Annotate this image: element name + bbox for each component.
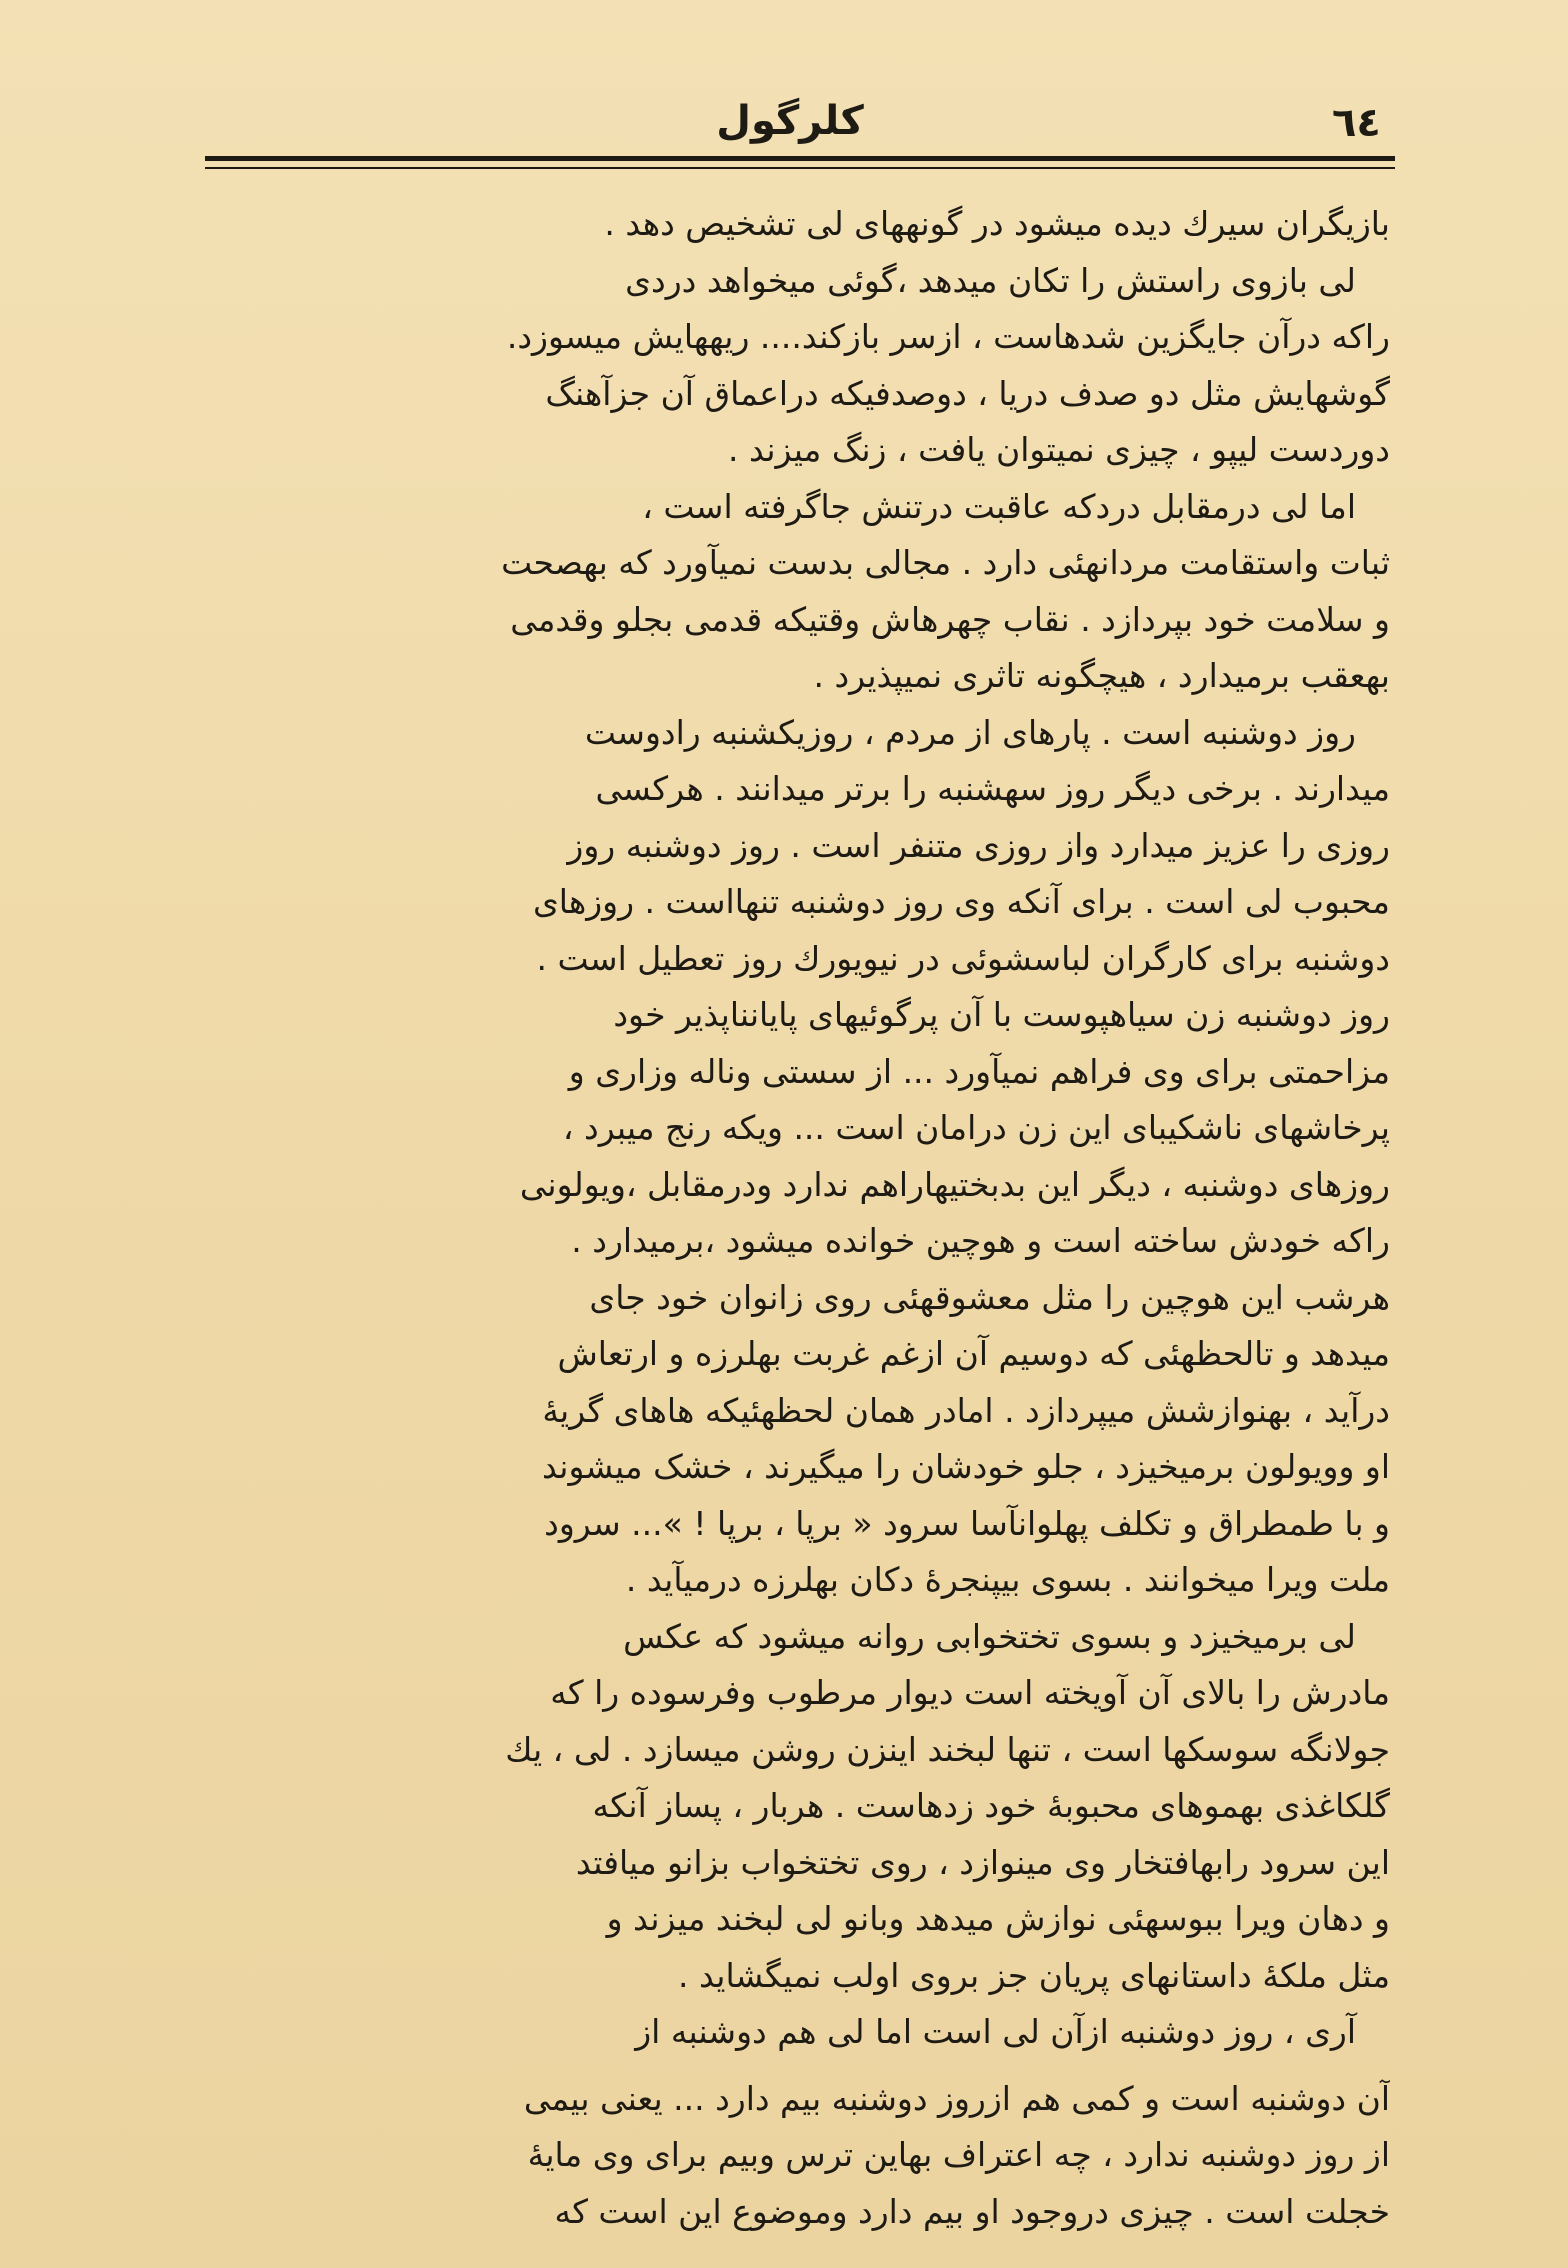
text-line: آری ، روز دوشنبه ازآن لی است اما لی هم دوشنبه از [635, 2012, 1356, 2051]
text-line: روزهای دوشنبه ، دیگر این بدبختیهاراهم ندارد ودرمقابل ،ویولونی [519, 1164, 1390, 1204]
body-text [210, 196, 1390, 2240]
text-line: دوردست لیپو ، چیزی نمیتوان یافت ، زنگ میزند . [728, 430, 1390, 469]
text-line: روز دوشنبه زن سیاهپوست با آن پرگوئیهای پایانناپذیر خود [613, 995, 1390, 1034]
page-number: ٦٤ [1332, 100, 1381, 146]
text-line: مثل ملکهٔ داستانهای پریان جز بروی اولب نمیگشاید . [678, 1955, 1390, 1995]
text-line: گلکاغذی بهموهای محبوبهٔ خود زدهاست . هربار ، پساز آنکه [592, 1786, 1390, 1825]
text-line: بازیگران سیرك دیده میشود در گونههای لی تشخیص دهد . [604, 204, 1390, 243]
text-line: مزاحمتی برای وی فراهم نمیآورد ... از سستی وناله وزاری و [568, 1051, 1390, 1091]
text-line: میدهد و تالحظهئی که دوسیم آن ازغم غربت بهلرزه و ارتعاش [557, 1334, 1390, 1373]
text-line: و دهان ویرا ببوسهئی نوازش میدهد وبانو لی لبخند میزند و [606, 1899, 1390, 1938]
text-line: جولانگه سوسکها است ، تنها لبخند اینزن روشن میسازد . لی ، یك [505, 1729, 1390, 1769]
text-line: گوشهایش مثل دو صدف دریا ، دوصدفیکه دراعماق آن جزآهنگ [545, 373, 1390, 413]
header-rule-thin [205, 167, 1395, 169]
text-line: درآید ، بهنوازشش میپردازد . امادر همان لحظهئیکه هاهای گریهٔ [542, 1390, 1390, 1430]
text-line: مادرش را بالای آن آویخته است دیوار مرطوب وفرسوده را که [550, 1673, 1390, 1712]
text-line: راکه خودش ساخته است و هوچین خوانده میشود ،برمیدارد . [571, 1221, 1390, 1260]
text-line: روز دوشنبه است . پارهای از مردم ، روزیکشنبه رادوست [584, 712, 1356, 752]
text-line: از روز دوشنبه ندارد ، چه اعتراف بهاین ترس وبیم برای وی مایهٔ [527, 2135, 1390, 2174]
text-line: او وویولون برمیخیزد ، جلو خودشان را میگیرند ، خشک میشوند [541, 1447, 1390, 1486]
text-line: و با طمطراق و تکلف پهلوانآسا سرود « برپا ، برپا ! »... سرود [544, 1503, 1390, 1543]
text-line: پرخاشهای ناشکیبای این زن درامان است ... ویکه رنج میبرد ، [562, 1108, 1390, 1147]
text-line: میدارند . برخی دیگر روز سهشنبه را برتر میدانند . هرکسی [595, 769, 1390, 808]
text-line: روزی را عزیز میدارد واز روزی متنفر است . روز دوشنبه روز [567, 825, 1390, 865]
running-title: کلرگول [716, 98, 864, 144]
header-rule-thick [205, 156, 1395, 161]
text-line: آن دوشنبه است و کمی هم ازروز دوشنبه بیم دارد ... یعنی بیمی [523, 2078, 1390, 2118]
text-line: هرشب این هوچین را مثل معشوقهئی روی زانوان خود جای [589, 1277, 1390, 1317]
text-line: این سرود رابهافتخار وی مینوازد ، روی تختخواب بزانو میافتد [575, 1842, 1390, 1882]
text-line: محبوب لی است . برای آنکه وی روز دوشنبه تنهااست . روزهای [532, 882, 1390, 921]
text-line: دوشنبه برای کارگران لباسشوئی در نیویورك روز تعطیل است . [536, 938, 1390, 978]
text-line: لی برمیخیزد و بسوی تختخوابی روانه میشود که عکس [623, 1616, 1356, 1656]
text-line: ملت ویرا میخوانند . بسوی بیپنجرهٔ دکان بهلرزه درمیآید . [625, 1560, 1390, 1599]
text-line: خجلت است . چیزی دروجود او بیم دارد وموضوع این است که [554, 2191, 1390, 2231]
text-line: بهعقب برمیدارد ، هیچگونه تاثری نمیپذیرد . [813, 656, 1390, 695]
text-line: اما لی درمقابل دردکه عاقبت درتنش جاگرفته است ، [642, 486, 1356, 526]
text-line: راکه درآن جایگزین شدهاست ، ازسر بازکند.... ریههایش میسوزد. [506, 317, 1390, 356]
text-line: ثبات واستقامت مردانهئی دارد . مجالی بدست نمیآورد که بهصحت [501, 543, 1390, 582]
text-line: و سلامت خود بپردازد . نقاب چهرهاش وقتیکه قدمی بجلو وقدمی [510, 599, 1390, 639]
text-line: لی بازوی راستش را تکان میدهد ،گوئی میخواهد دردی [625, 260, 1356, 300]
